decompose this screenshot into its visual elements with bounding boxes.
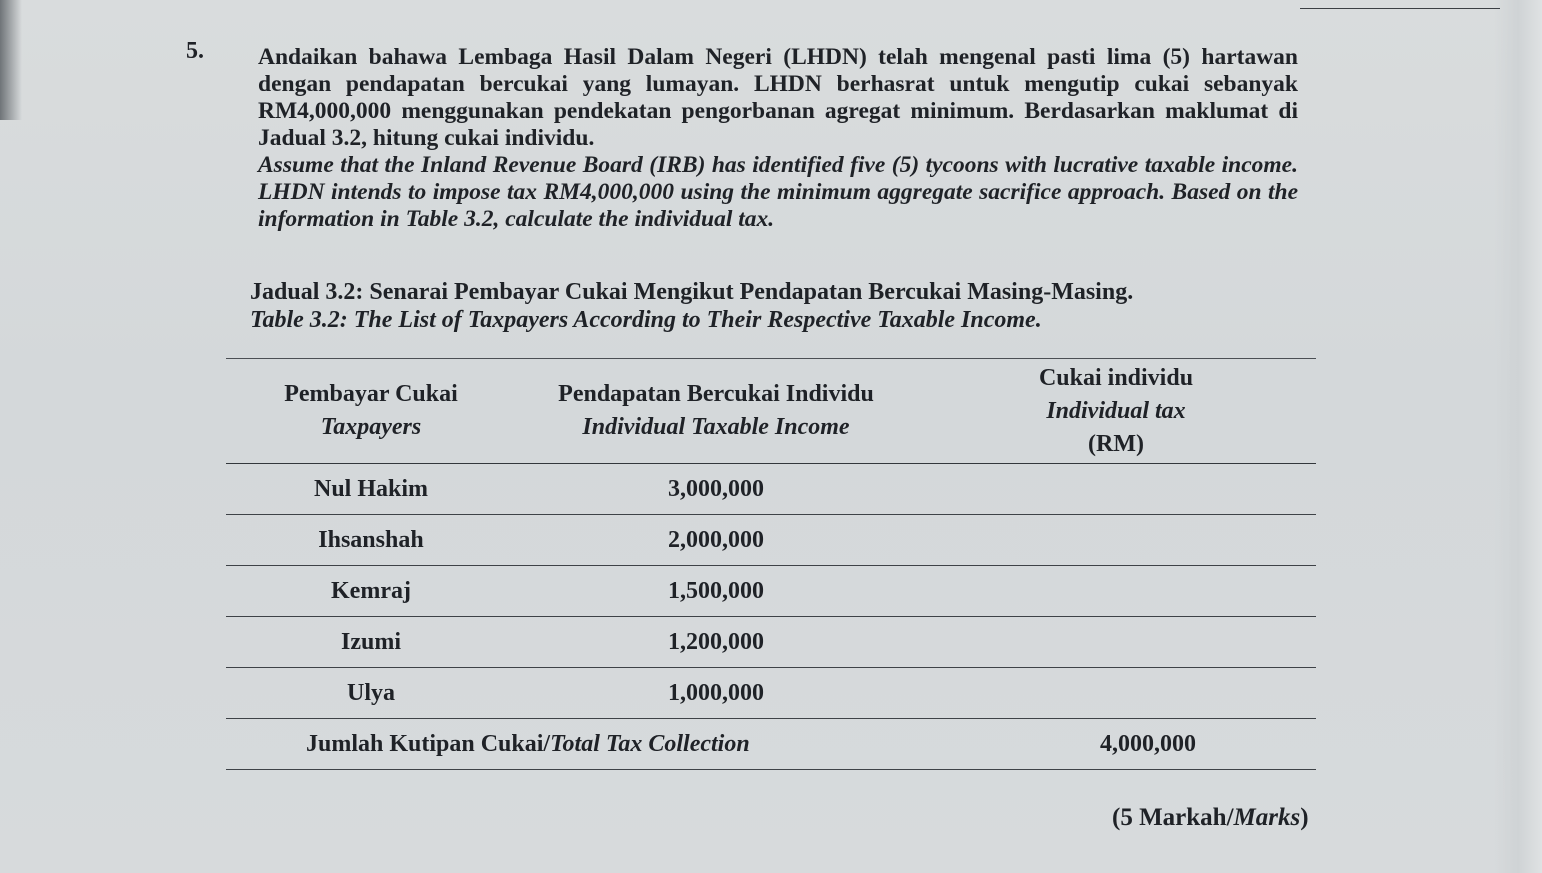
marks-label — [1112, 804, 1309, 832]
individual-tax-cell[interactable] — [916, 566, 1316, 617]
taxpayer-name: Ihsanshah — [318, 526, 424, 553]
taxable-income: 1,000,000 — [668, 679, 764, 706]
page-shadow — [0, 0, 22, 120]
taxpayer-name: Kemraj — [331, 577, 411, 604]
table-header-row — [226, 359, 1316, 464]
individual-tax-cell[interactable] — [916, 668, 1316, 719]
individual-tax-cell[interactable] — [916, 515, 1316, 566]
table-caption-english: Table 3.2: The List of Taxpayers According to Their Respective Taxable Income. — [250, 307, 1042, 333]
header-tax — [916, 359, 1316, 464]
table-row — [226, 464, 1316, 515]
header-tax-unit: (RM) — [1088, 430, 1144, 457]
individual-tax-cell[interactable] — [916, 464, 1316, 515]
table-caption-malay: Jadual 3.2: Senarai Pembayar Cukai Mengikut Pendapatan Bercukai Masing-Masing. — [250, 279, 1134, 305]
table-row — [226, 617, 1316, 668]
header-tax-malay: Cukai individu — [1038, 364, 1194, 391]
header-taxpayers — [226, 359, 516, 464]
table-row — [226, 566, 1316, 617]
question-number: 5. — [186, 38, 204, 64]
taxable-income: 1,200,000 — [668, 628, 764, 655]
taxpayer-name: Nul Hakim — [313, 475, 429, 502]
table-row — [226, 668, 1316, 719]
header-income — [516, 359, 916, 464]
total-label-english: Total Tax Collection — [550, 730, 750, 757]
header-taxpayers-english: Taxpayers — [320, 414, 422, 440]
header-income-malay: Pendapatan Bercukai Individu — [558, 381, 874, 407]
page-edge — [1494, 0, 1542, 873]
taxable-income: 2,000,000 — [668, 526, 764, 553]
taxable-income: 3,000,000 — [668, 475, 764, 502]
question-text — [258, 44, 1298, 233]
individual-tax-cell[interactable] — [916, 617, 1316, 668]
total-row — [226, 719, 1316, 770]
header-taxpayers-malay: Pembayar Cukai — [284, 381, 458, 407]
question-english: Assume that the Inland Revenue Board (IRB) has identified five (5) tycoons with lucrative taxable income. LHDN intends to impose tax RM4,000,000 using the minimum aggregate sacrifice approach. Based on the information in Table 3.2, calculate the individual tax. — [258, 152, 1298, 232]
header-tax-english: Individual tax — [1046, 397, 1186, 424]
marks-english: Marks — [1233, 804, 1301, 831]
total-label-malay: Jumlah Kutipan Cukai/ — [306, 730, 551, 757]
question-malay: Andaikan bahawa Lembaga Hasil Dalam Negeri (LHDN) telah mengenal pasti lima (5) hartawan dengan pendapatan bercukai yang lumayan. LHDN berhasrat untuk mengutip cukai sebanyak RM4,000,000 menggunakan pendekatan pengorbanan agregat minimum. Berdasarkan maklumat di Jadual 3.2, hitung cukai individu. — [258, 44, 1298, 151]
header-income-english: Individual Taxable Income — [582, 414, 850, 440]
taxpayer-name: Izumi — [341, 628, 401, 655]
table-row — [226, 515, 1316, 566]
table-caption — [250, 278, 1133, 334]
total-value: 4,000,000 — [1100, 730, 1196, 757]
marks-prefix: (5 Markah/ — [1112, 804, 1234, 831]
total-label — [226, 719, 916, 770]
marks-suffix: ) — [1300, 804, 1309, 831]
taxpayer-name: Ulya — [347, 679, 395, 706]
taxpayer-table — [226, 358, 1316, 770]
cut-off-header-line — [1300, 0, 1500, 9]
taxable-income: 1,500,000 — [668, 577, 764, 604]
